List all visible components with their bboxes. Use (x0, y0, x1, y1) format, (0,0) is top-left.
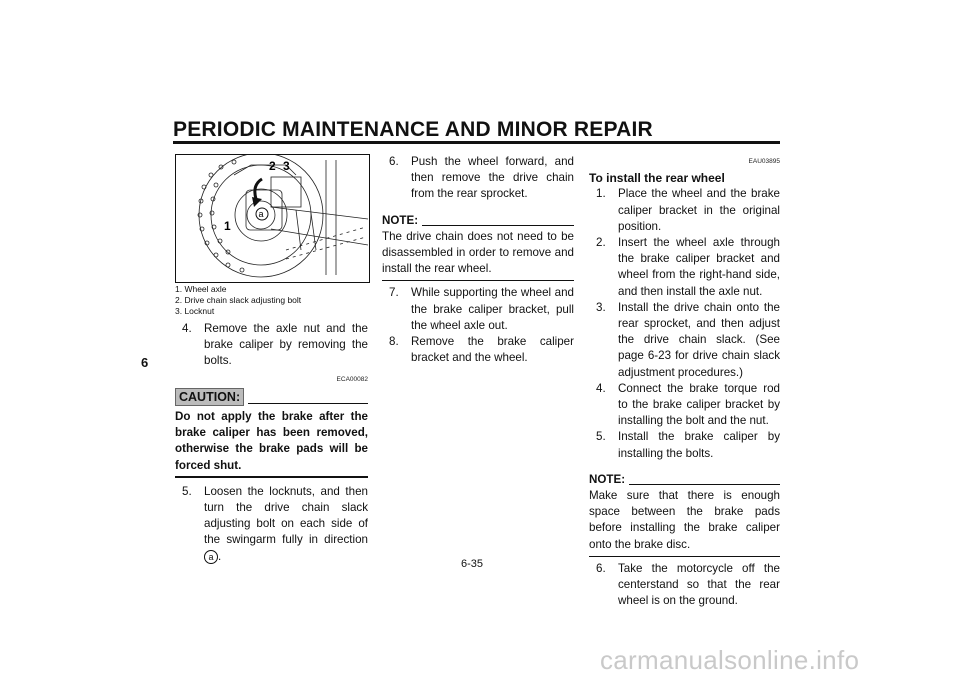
step-number: 3. (596, 300, 606, 314)
step-text: Take the motorcycle off the centerstand so that the rear wheel is on the ground. (618, 561, 780, 608)
step-number: 7. (389, 286, 399, 300)
step-text: While supporting the wheel and the brake caliper bracket, pull the wheel axle out. (411, 286, 574, 332)
caution-label: CAUTION: (175, 388, 244, 406)
caution-end-rule (175, 476, 368, 478)
callout-1: 1 (224, 219, 231, 233)
watermark: carmanualsonline.info (600, 645, 860, 675)
column-1 (175, 321, 368, 565)
step-4 (175, 321, 368, 370)
caution-code: ECA00082 (336, 375, 368, 383)
step-text: Insert the wheel axle through the brake caliper bracket and wheel from the right-hand side, and then install the axle nut. (618, 236, 780, 298)
chapter-tab: 6 (141, 355, 149, 370)
caution-rule (248, 403, 368, 404)
step-number: 4. (596, 381, 606, 395)
section-title: To install the rear wheel (589, 171, 725, 186)
step-text: Push the wheel forward, and then remove the drive chain from the rear sprocket. (411, 155, 574, 201)
note-end-rule (382, 280, 574, 281)
install-step-4 (589, 381, 780, 430)
step-number: 8. (389, 335, 399, 349)
step-number: 5. (596, 430, 606, 444)
caption-item: 1. Wheel axle (175, 284, 227, 294)
install-step-5 (589, 429, 780, 461)
column-2 (382, 154, 574, 366)
note-text: Make sure that there is enough space between the brake pads before installing the brake caliper onto the brake disc. (589, 489, 780, 551)
step-number: 6. (389, 155, 399, 168)
header-rule (173, 141, 780, 144)
step-6 (382, 154, 574, 203)
figure-captions (175, 284, 301, 317)
note-end-rule (589, 556, 780, 557)
step-7 (382, 285, 574, 334)
callout-2: 2 (269, 159, 276, 173)
step-text: Remove the axle nut and the brake caliper by removing the bolts. (204, 322, 368, 368)
wheel-axle-figure (175, 154, 370, 283)
step-8 (382, 334, 574, 366)
step-text: Remove the brake caliper bracket and the wheel. (411, 335, 574, 365)
caution-text: Do not apply the brake after the brake caliper has been removed, otherwise the brake pads will be forced shut. (175, 410, 368, 472)
install-step-1 (589, 186, 780, 235)
note-header (382, 213, 574, 229)
note-rule (422, 225, 574, 226)
page-title: PERIODIC MAINTENANCE AND MINOR REPAIR (173, 118, 653, 141)
note-text: The drive chain does not need to be disassembled in order to remove and install the rear wheel. (382, 229, 574, 276)
note-label: NOTE: (382, 213, 419, 227)
wheel-illustration (176, 155, 369, 282)
step-number: 4. (182, 322, 192, 335)
step-text: Install the drive chain onto the rear sprocket, and then adjust the drive chain slack. (See page 6-23 for drive chain slack adjustment procedures.) (618, 300, 780, 379)
install-step-6 (589, 561, 780, 610)
note-label: NOTE: (589, 472, 626, 486)
step-number: 2. (596, 236, 606, 250)
page-number: 6-35 (461, 558, 484, 570)
direction-a-symbol: a (204, 550, 218, 564)
caution-header (175, 388, 368, 406)
step-5-text: Loosen the locknuts, and then turn the drive chain slack adjusting bolt on each side of the swingarm fully in direction (204, 484, 368, 547)
step-number: 1. (596, 187, 606, 201)
caption-item: 2. Drive chain slack adjusting bolt (175, 295, 302, 305)
section-code: EAU03895 (748, 158, 780, 165)
callout-3: 3 (283, 159, 290, 173)
step-text: Place the wheel and the brake caliper bracket in the original position. (618, 187, 780, 233)
caption-item: 3. Locknut (175, 306, 215, 316)
step-text: Connect the brake torque rod to the brake caliper bracket by installing the bolt and the nut. (618, 381, 780, 428)
column-3 (589, 154, 780, 609)
note-rule (629, 484, 780, 485)
step-number: 6. (596, 561, 606, 575)
step-5-end: . (218, 549, 222, 563)
install-step-2 (589, 235, 780, 300)
step-number: 5. (182, 484, 192, 498)
step-text (204, 484, 368, 565)
step-text: Install the brake caliper by installing the bolts. (618, 430, 780, 460)
install-steps (589, 186, 780, 461)
step-5 (175, 484, 368, 565)
install-step-3 (589, 300, 780, 381)
note-header (589, 472, 780, 488)
callout-a: a (258, 209, 264, 219)
